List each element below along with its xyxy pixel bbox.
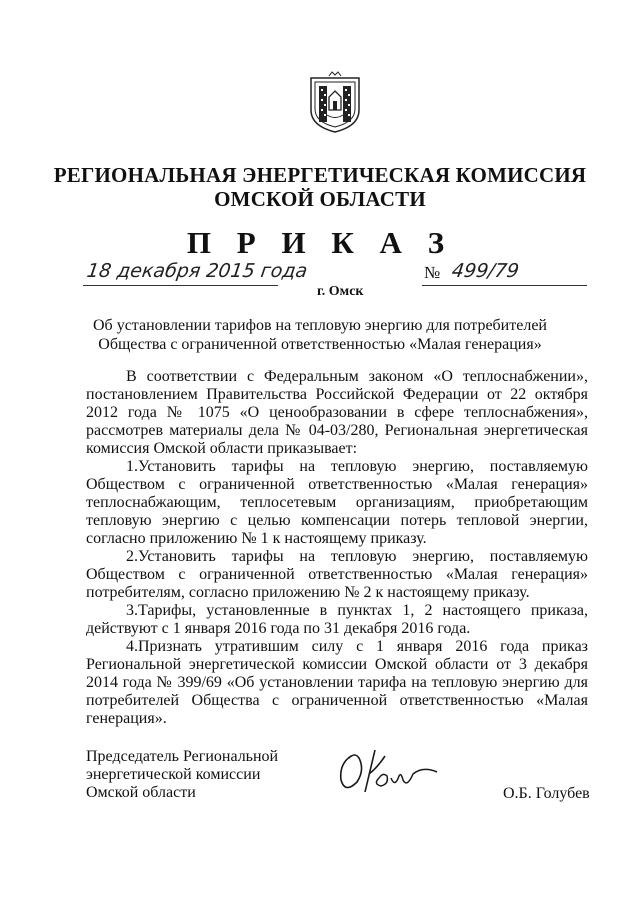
date-underline — [83, 285, 278, 286]
order-subject — [70, 316, 570, 354]
organization-name-line2: ОМСКОЙ ОБЛАСТИ — [214, 187, 426, 211]
order-number: 499/79 — [450, 260, 521, 282]
document-type-title: П Р И К А З — [186, 225, 454, 260]
organization-name-line1: РЕГИОНАЛЬНАЯ ЭНЕРГЕТИЧЕСКАЯ КОМИССИЯ — [53, 163, 587, 187]
order-date: 18 декабря 2015 года — [85, 260, 309, 282]
signatory-name: О.Б. Голубев — [503, 785, 590, 802]
signatory-position — [86, 748, 278, 802]
preamble-paragraph: В соответствии с Федеральным законом «О теплоснабжении», постановлением Правительства Российской Федерации от 22 октября 2012 года № 1075 «О ценообразовании в сфере теплоснабжения», рассмотрев материалы дела № 04-03/280, Региональная энергетическая комиссия Омской области приказывает: — [86, 368, 588, 457]
subject-line2: Общества с ограниченной ответственностью «Малая генерация» — [98, 336, 542, 353]
signatory-position-line3: Омской области — [86, 784, 196, 801]
order-item-4: 4.Признать утратившим силу с 1 января 2016 года приказ Региональной энергетической комиссии Омской области от 3 декабря 2014 года № 399/69 «Об установлении тарифа на тепловую энергию для потребителей Общества с ограниченной ответственностью «Малая генерация». — [86, 638, 588, 727]
signatory-position-line2: энергетической комиссии — [86, 766, 261, 783]
signatory-position-line1: Председатель Региональной — [86, 748, 279, 765]
subject-line1: Об установлении тарифов на тепловую энергию для потребителей — [93, 317, 547, 334]
coat-of-arms-icon — [305, 70, 365, 134]
order-item-3: 3.Тарифы, установленные в пунктах 1, 2 настоящего приказа, действуют с 1 января 2016 года по 31 декабря 2016 года. — [86, 602, 588, 637]
handwritten-signature-icon — [333, 742, 443, 800]
order-number-label: № — [424, 263, 441, 282]
order-item-1: 1.Установить тарифы на тепловую энергию, поставляемую Обществом с ограниченной ответственностью «Малая генерация» теплоснабжающим, теплосетевым организациям, приобретающим тепловую энергию с целью компенсации потерь тепловой энергии, согласно приложению № 1 к настоящему приказу. — [86, 458, 588, 547]
order-item-2: 2.Установить тарифы на тепловую энергию, поставляемую Обществом с ограниченной ответственностью «Малая генерация» потребителям, согласно приложению № 2 к настоящему приказу. — [86, 548, 588, 601]
order-body — [86, 368, 588, 728]
number-underline — [422, 285, 587, 286]
city: г. Омск — [317, 284, 364, 299]
